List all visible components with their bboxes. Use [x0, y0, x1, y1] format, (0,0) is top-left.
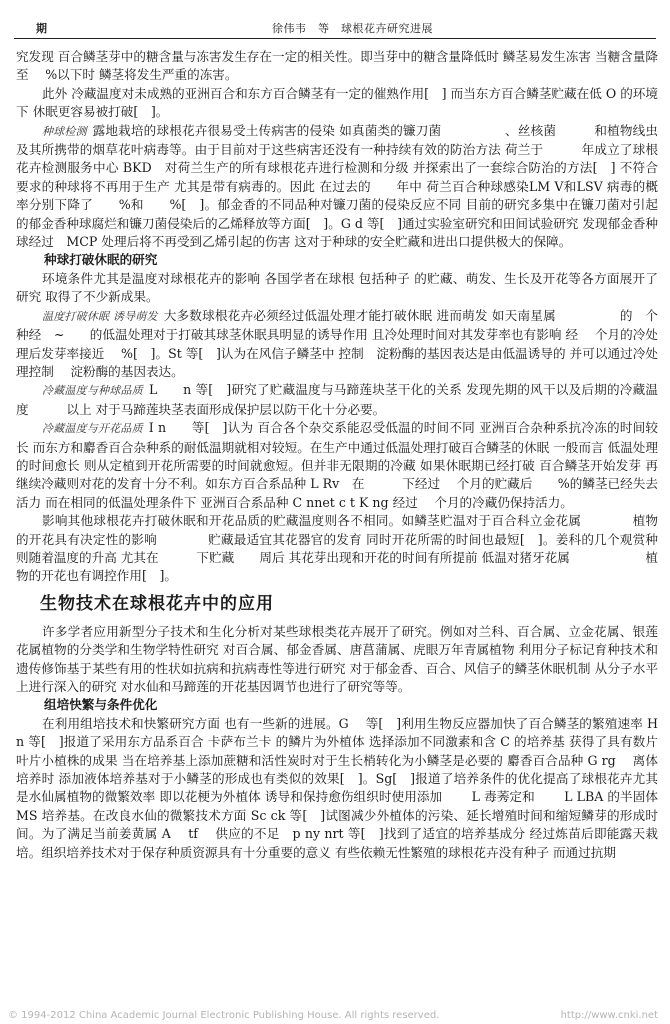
paragraph-molecular: 许多学者应用新型分子技术和生化分析对某些球根类花卉展开了研究。例如对兰科、百合属、立金花属、银莲花属植物的分类学和生物学特性研究 对百合属、郁金香属、唐菖蒲属、虎眼万年青属植物 利用分子标记育种技术和遗传修饰基于某些有用的性状如抗病和抗病毒性等进行研究 对于郁金香、百合、风信子的鳞茎休眠机制 从分子水平上进行深入的研究 对水仙和马蹄莲的开花基因调节也进行了研究等等。 — [16, 623, 658, 694]
section-label-storage-quality: 冷藏温度与种球品质 — [42, 384, 143, 398]
article-body — [16, 48, 658, 862]
paragraph-text: 露地栽培的球根花卉很易受土传病害的侵染 如真菌类的镰刀菌 、丝核菌 和植物线虫及其所携带的烟草花叶病毒等。由于目前对于这些病害还没有一种持续有效的防治方法 荷兰于 年成立了球根花卉检测服务中心 BKD 对荷兰生产的所有球根花卉进行检测和分级 并探索出了一套综合防治的方法[ ] 不符合要求的种球将不再用于生产 尤其是带有病毒的。因此 在过去的 年中 荷兰百合种球感染LM V和LSV 病毒的概率分别下降了 %和 %[ ]。郁金香的不同品种对镰刀菌的侵染反应不同 目前的研究多集中在镰刀菌对引起的郁金香种球腐烂和镰刀菌侵染后的乙烯释放等方面[ ]。G d 等[ ]通过实验室研究和田间试验研究 发现郁金香种球经过 MCP 处理后将不再受到乙烯引起的伤害 这对于种球的安全贮藏和进出口提供极大的保障。 — [16, 122, 658, 250]
section-heading-biotech: 生物技术在球根花卉中的应用 — [40, 593, 274, 614]
paragraph-cold-damage: 究发现 百合鳞茎芽中的糖含量与冻害发生存在一定的相关性。即当芽中的糖含量降低时 鳞茎易发生冻害 当糖含量降至 %以下时 鳞茎将发生严重的冻害。 — [16, 49, 658, 83]
page-label: 期 — [36, 22, 48, 35]
paragraph-other-bulbs: 影响其他球根花卉打破休眠和开花品质的贮藏温度则各不相同。如鳞茎贮温对于百合科立金花属 植物的开花具有决定性的影响 贮藏最适宜其花器官的发育 同时开花所需的时间也最短[ ]。姜科的几个观赏种则随着温度的升高 尤其在 下贮藏 周后 其花芽出现和开花的时间有所提前 低温对猪牙花属 植物的开花也有调控作用[ ]。 — [16, 513, 658, 584]
paragraph-flowering-quality — [16, 419, 658, 512]
paragraph-ripening: 此外 冷藏温度对未成熟的亚洲百合和东方百合鳞茎有一定的催熟作用[ ] 而当东方百合鳞茎贮藏在低 O 的环境下 休眠更容易被打破[ ]。 — [16, 85, 658, 120]
copyright-notice: © 1994-2012 China Academic Journal Electronic Publishing House. All rights reserved. — [8, 1010, 440, 1021]
page-footer — [0, 1010, 670, 1024]
section-label-flowering-quality: 冷藏温度与开花品质 — [42, 422, 143, 436]
paragraph-text: L n 等[ ]研究了贮藏温度与马蹄莲块茎干化的关系 发现先期的风干以及后期的冷藏温度 以上 对于马蹄莲块茎表面形成保护层以防干化十分必要。 — [16, 382, 659, 417]
paragraph-text: I n 等[ ]认为 百合各个杂交系能忍受低温的时间不同 亚洲百合杂种系抗冷冻的时间较长 而东方和麝香百合杂种系的耐低温期就相对较短。在生产中通过低温处理打破百合鳞茎的休眠 一般而言 低温处理的时间愈长 则从定植到开花所需要的时间就愈短。但并非无限期的冷藏 如果休眠期已经打破 百合鳞茎开始发芽 再继续冷藏则对花的发育十分不利。如东方百合系品种 L Rv 在 下经过 个月的贮藏后 %的鳞茎已经失去活力 而在相同的低温处理条件下 亚洲百合系品种 C nnet c t K ng 经过 个月的冷藏仍保持活力。 — [16, 420, 659, 510]
footer-url[interactable]: http://www.cnki.net — [560, 1010, 658, 1021]
running-title: 徐伟韦 等 球根花卉研究进展 — [272, 22, 433, 35]
section-label-temperature: 温度打破休眠 诱导萌发 — [42, 309, 158, 323]
paragraph-bulb-testing — [16, 122, 658, 252]
subsection-heading-dormancy: 种球打破休眠的研究 — [44, 252, 158, 268]
paragraph-environment: 环境条件尤其是温度对球根花卉的影响 各国学者在球根 包括种子 的贮藏、萌发、生长及开花等各方面展开了研究 取得了不少新成果。 — [16, 270, 658, 305]
paragraph-storage-quality — [16, 381, 658, 419]
paragraph-tissue-culture: 在利用组培技术和快繁研究方面 也有一些新的进展。G 等[ ]利用生物反应器加快了百合鳞茎的繁殖速率 H n 等[ ]报道了采用东方品系百合 卡萨布兰卡 的鳞片为外植体 选择添加不同激素和含 C 的培养基 获得了具有数片叶片小植株的成果 当在培养基上添加蔗糖和活性炭时对于生长梢转化为小鳞茎是必要的 麝香百合品种 G rg 离体培养时 添加液体培养基对于小鳞茎的形成也有类似的效果[ ]。Sg[ ]报道了培养条件的优化提高了球根花卉尤其是水仙属植物的微繁效率 即以花梗为外植体 诱导和保持愈伤组织时使用添加 L 毒莠定和 L LBA 的半固体MS 培养基。在改良水仙的微繁技术方面 Sc ck 等[ ]试图减少外植体的污染、延长增殖时间和缩短鳞芽的形成时间。为了满足当前姜黄属 A tf 供应的不足 p ny nrt 等[ ]找到了适宜的培养基成分 经过炼苗后即能露天栽培。组织培养技术对于保存种质资源具有十分重要的意义 有些依赖无性繁殖的球根花卉没有种子 而通过抗期 — [16, 715, 658, 860]
paragraph-temperature-dormancy — [16, 307, 658, 382]
section-label-bulb-testing: 种球检测 — [42, 124, 87, 138]
running-header — [14, 18, 656, 39]
paragraph-text: 大多数球根花卉必须经过低温处理才能打破休眠 进而萌发 如天南星属 的 个种经 ~ 的低温处理对于打破其球茎休眠具明显的诱导作用 且冷处理时间对其发芽率也有影响 经 个月的冷处理后发芽率接近 %[ ]。St 等[ ]认为在风信子鳞茎中 控制 淀粉酶的基因表达是由低温诱导的 并可以通过冷处理控制 淀粉酶的基因表达。 — [16, 307, 658, 379]
subsection-heading-tissue-culture: 组培快繁与条件优化 — [44, 697, 158, 713]
